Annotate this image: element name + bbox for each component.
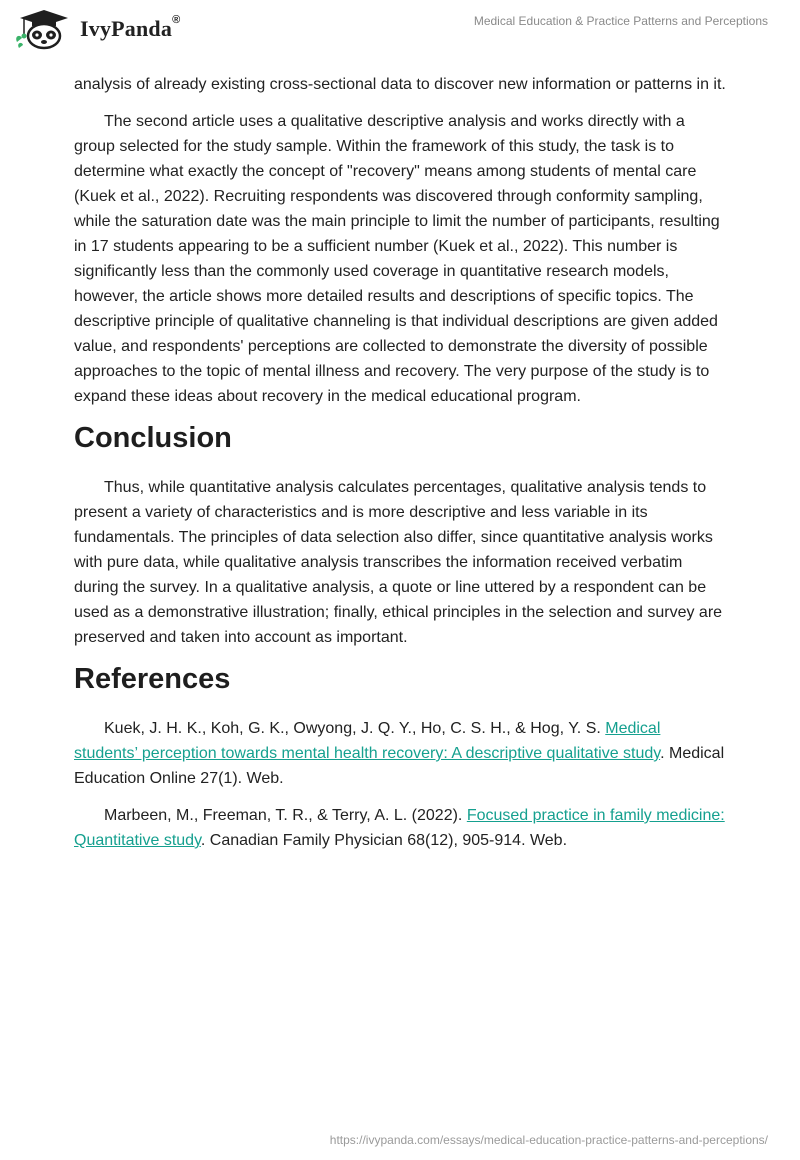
ivypanda-logo[interactable]: [14, 8, 180, 50]
footer-url: https://ivypanda.com/essays/medical-education-practice-patterns-and-perceptions/: [329, 1133, 768, 1147]
reference-source: . Canadian Family Physician 68(12), 905-914. Web.: [200, 832, 568, 849]
essay-content: [74, 72, 726, 865]
reference-source: . Medical Education Online 27(1). Web.: [74, 745, 725, 787]
logo-wordmark: IvyPanda®: [80, 14, 181, 41]
reference-link[interactable]: Focused practice in family medicine: Quantitative study: [74, 807, 725, 849]
document-title: Medical Education & Practice Patterns and Perceptions: [473, 14, 768, 28]
reference-entry: [74, 716, 726, 791]
reference-authors: Kuek, J. H. K., Koh, G. K., Owyong, J. Q. Y., Ho, C. S. H., & Hog, Y. S.: [104, 720, 606, 737]
panda-graduate-icon: [14, 8, 74, 50]
reference-link[interactable]: Medical students’ perception towards mental health recovery: A descriptive qualitative study: [74, 720, 661, 762]
references-heading: References: [74, 663, 231, 695]
paragraph-conclusion: Thus, while quantitative analysis calculates percentages, qualitative analysis tends to present a variety of characteristics and is more descriptive and less variable in its fundamentals. The principles of data selection also differ, since quantitative analysis works with pure data, while qualitative analysis transcribes the information received verbatim during the survey. In a qualitative analysis, a quote or line uttered by a respondent can be used as a demonstrative illustration; finally, ethical principles in the selection and survey are preserved and taken into account as important.: [74, 479, 723, 646]
paragraph-continuation: analysis of already existing cross-sectional data to discover new information or patterns in it.: [74, 76, 726, 93]
reference-authors: Marbeen, M., Freeman, T. R., & Terry, A. L. (2022).: [104, 807, 467, 824]
reference-entry: [74, 803, 726, 853]
page-header: [0, 0, 800, 60]
conclusion-heading: Conclusion: [74, 422, 232, 454]
paragraph-second-article: The second article uses a qualitative descriptive analysis and works directly with a group selected for the study sample. Within the framework of this study, the task is to determine what exactly the concept of "recovery" means among students of mental care (Kuek et al., 2022). Recruiting respondents was discovered through conformity sampling, while the saturation date was the main principle to limit the number of participants, resulting in 17 students appearing to be a sufficient number (Kuek et al., 2022). This number is significantly less than the commonly used coverage in quantitative research models, however, the article shows more detailed results and descriptions of specific topics. The descriptive principle of qualitative channeling is that individual descriptions are given added value, and respondents' perceptions are collected to demonstrate the diversity of possible approaches to the topic of mental illness and recovery. The very purpose of the study is to expand these ideas about recovery in the medical educational program.: [74, 113, 720, 405]
